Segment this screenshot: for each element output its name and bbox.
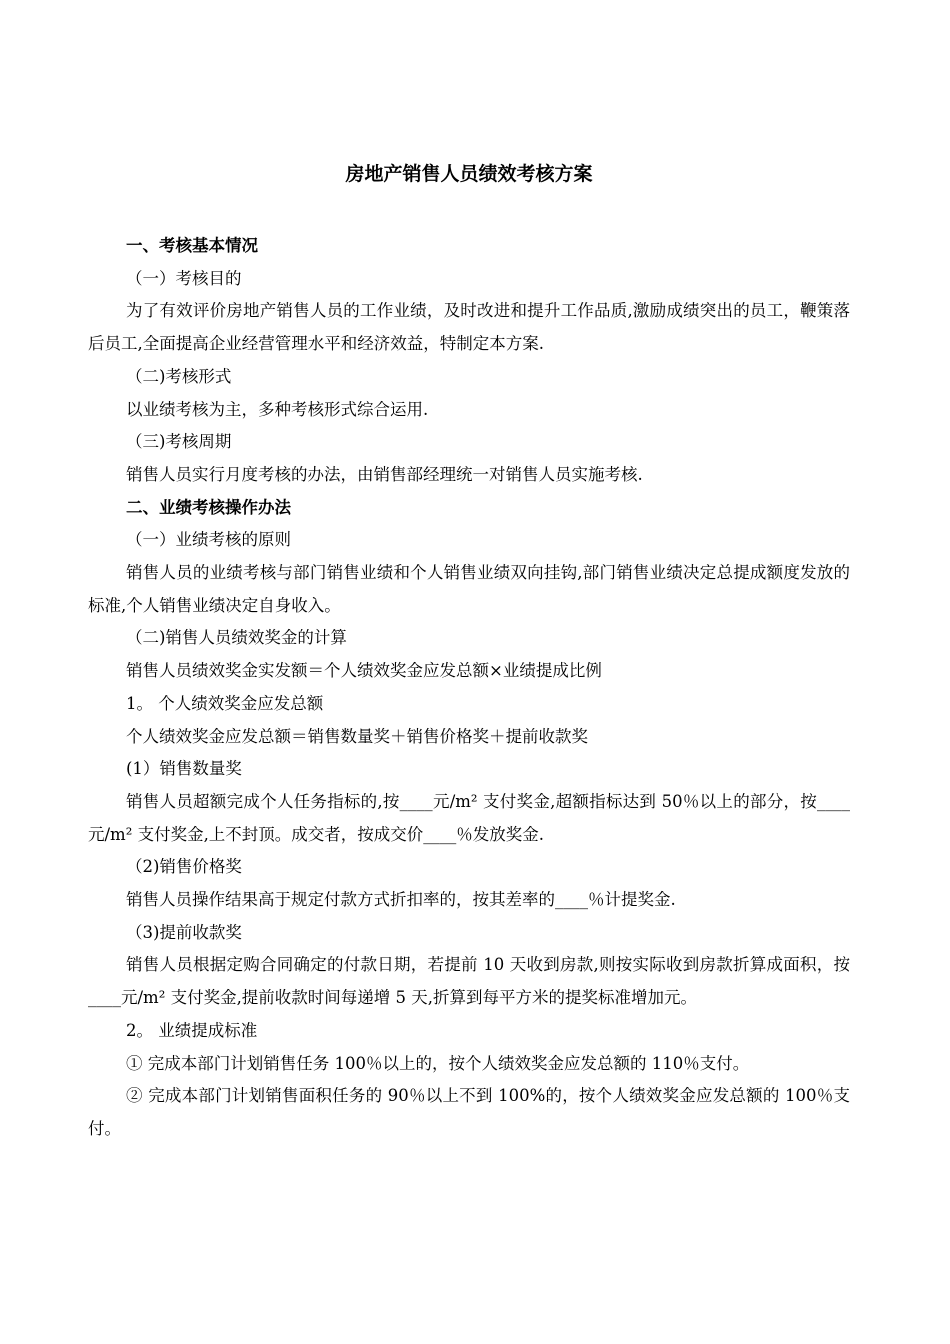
paragraph: 销售人员根据定购合同确定的付款日期，若提前 10 天收到房款,则按实际收到房款折算成面积，按____元/m² 支付奖金,提前收款时间每递增 5 天,折算到每平方米的提奖标准增加元。 (88, 955, 850, 1008)
subsection-heading: （二)销售人员绩效奖金的计算 (126, 628, 347, 648)
subsection-heading: （二)考核形式 (126, 366, 232, 386)
list-item: ① 完成本部门计划销售任务 100％以上的，按个人绩效奖金应发总额的 110％支付。 (126, 1053, 750, 1073)
numbered-heading: 2。 业绩提成标准 (126, 1020, 258, 1040)
paragraph: 销售人员的业绩考核与部门销售业绩和个人销售业绩双向挂钩,部门销售业绩决定总提成额度发放的标准,个人销售业绩决定自身收入。 (88, 563, 850, 615)
section-heading-2: 二、业绩考核操作办法 (126, 497, 291, 517)
subsection-heading: （三)考核周期 (126, 432, 232, 452)
document-title: 房地产销售人员绩效考核方案 (345, 163, 593, 185)
document-body (88, 230, 850, 1146)
paragraph: 销售人员实行月度考核的办法，由销售部经理统一对销售人员实施考核. (126, 464, 643, 484)
formula-line: 销售人员绩效奖金实发额＝个人绩效奖金应发总额×业绩提成比例 (126, 661, 602, 681)
subsection-heading: （一）业绩考核的原则 (126, 530, 291, 550)
numbered-heading: 1。 个人绩效奖金应发总额 (126, 693, 324, 713)
paragraph: 销售人员超额完成个人任务指标的,按____元/m² 支付奖金,超额指标达到 50％以上的部分，按____元/m² 支付奖金,上不封顶。成交者，按成交价____％发放奖金. (88, 791, 850, 844)
item-heading: （3)提前收款奖 (126, 922, 242, 942)
list-item: ② 完成本部门计划销售面积任务的 90％以上不到 100%的，按个人绩效奖金应发总额的 100％支付。 (88, 1086, 850, 1138)
paragraph: 以业绩考核为主，多种考核形式综合运用. (126, 399, 429, 419)
paragraph: 销售人员操作结果高于规定付款方式折扣率的，按其差率的____％计提奖金. (126, 890, 676, 910)
section-heading-1: 一、考核基本情况 (126, 236, 258, 255)
item-heading: (1）销售数量奖 (126, 759, 242, 779)
item-heading: （2)销售价格奖 (126, 857, 242, 877)
formula-line: 个人绩效奖金应发总额＝销售数量奖＋销售价格奖＋提前收款奖 (126, 726, 588, 746)
subsection-heading: （一）考核目的 (126, 268, 242, 288)
paragraph: 为了有效评价房地产销售人员的工作业绩，及时改进和提升工作品质,激励成绩突出的员工，鞭策落后员工,全面提高企业经营管理水平和经济效益，特制定本方案. (88, 301, 850, 354)
